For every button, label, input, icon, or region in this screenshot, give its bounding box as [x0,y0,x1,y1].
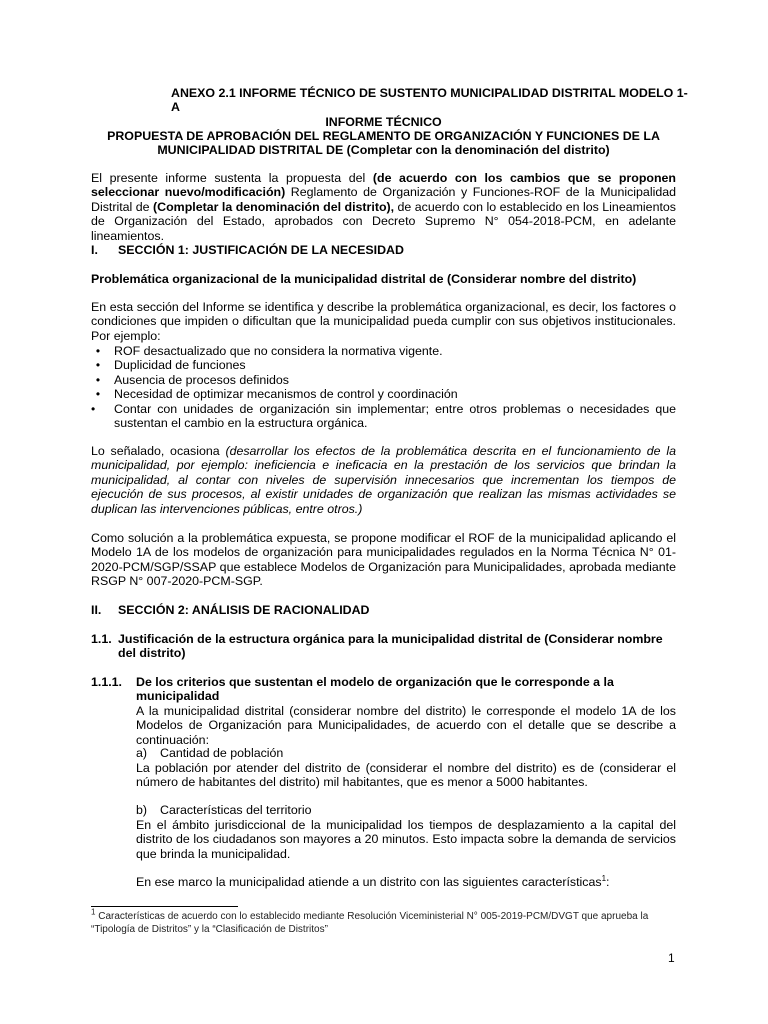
subsection-1-1-number: 1.1. [91,632,112,646]
bullet-icon: • [91,401,96,416]
item-b-title: Características del territorio [160,803,312,817]
footnote [91,907,676,936]
item-a-text: La población por atender del distrito de (considerar el nombre del distrito) es de (considerar el número de habitantes del distrito) mil habitantes, que es menor a 5000 habitantes. [136,761,676,790]
list-item [91,373,676,387]
section1-paragraph2-italic: (desarrollar los efectos de la problemática descrita en el funcionamiento de la municipalidad, por ejemplo: ineficiencia e ineficacia en la prestación de los servicios que brindan la municipalidad, al contar con niveles de supervisión innecesarios que incrementan los tiempos de ejecución de sus procesos, al existir unidades de organización que realizan las mismas actividades se duplican las intervenciones públicas, entre otros.) [91,444,676,516]
annex-title: ANEXO 2.1 INFORME TÉCNICO DE SUSTENTO MUNICIPALIDAD DISTRITAL MODELO 1-A [171,86,688,115]
bullet-text: ROF desactualizado que no considera la normativa vigente. [114,344,443,358]
list-item [91,344,676,358]
list-item [91,387,676,401]
bullet-text: Contar con unidades de organización sin implementar; entre otros problemas o necesidades que sustentan el cambio en la estructura orgánica. [114,401,676,431]
problem-bullet-list [91,344,676,430]
section1-subheading: Problemática organizacional de la municipalidad distrital de (Considerar nombre del distrito) [91,272,637,286]
report-subtitle-line2: MUNICIPALIDAD DISTRITAL DE (Completar con la denominación del distrito) [157,143,610,157]
section2-paragraph1: A la municipalidad distrital (considerar nombre del distrito) le corresponde el modelo 1A de los Modelos de Organización para Municipalidades, de acuerdo con el detalle que se describe a continuación: [136,704,676,747]
intro-paragraph [91,171,676,243]
closing-text: En ese marco la municipalidad atiende a un distrito con las siguientes características [136,875,602,889]
item-a-title: Cantidad de población [160,746,284,760]
intro-text-2: (de acuerdo con los cambios que se proponen seleccionar nuevo/modificación) [91,171,676,200]
item-b-text: En el ámbito jurisdiccional de la municipalidad los tiempos de desplazamiento a la capital del distrito de los ciudadanos son mayores a 20 minutos. Esto impacta sobre la demanda de servicios que brinda la municipalidad. [136,818,676,861]
section2-number: II. [91,603,102,617]
section1-paragraph2 [91,444,676,516]
footnote-separator [91,906,238,907]
section1-paragraph1: En esta sección del Informe se identifica y describe la problemática organizacional, es decir, los factores o condiciones que impiden o dificultan que la municipalidad pueda cumplir con sus objetivos institucionales. Por ejemplo: [91,300,676,343]
subsection-1-1-1-number: 1.1.1. [91,675,123,689]
bullet-icon: • [95,387,101,402]
subsection-1-1-title: Justificación de la estructura orgánica para la municipalidad distrital de (Considerar nombre del distrito) [118,632,663,661]
section1-paragraph2-plain: Lo señalado, ocasiona [91,444,226,458]
footnote-text: Características de acuerdo con lo establecido mediante Resolución Viceministerial N° 005-2019-PCM/DVGT que aprueba la “Tipología de Distritos” y la “Clasificación de Distritos” [91,911,649,935]
item-b-label: b) [136,803,148,817]
item-a-label: a) [136,746,148,760]
bullet-icon: • [95,344,101,358]
footnote-marker: 1 [91,907,96,917]
bullet-text: Duplicidad de funciones [114,358,246,373]
closing-end: : [606,875,610,889]
bullet-text: Necesidad de optimizar mecanismos de control y coordinación [114,387,458,402]
intro-text-3: Reglamento de Organización y Funciones-ROF de la Municipalidad Distrital de [91,185,677,214]
report-subtitle-line1: PROPUESTA DE APROBACIÓN DEL REGLAMENTO DE ORGANIZACIÓN Y FUNCIONES DE LA [107,129,660,143]
page-number: 1 [668,951,675,965]
section2-title: SECCIÓN 2: ANÁLISIS DE RACIONALIDAD [118,603,370,617]
section1-number: I. [91,243,98,257]
intro-text-4: (Completar la denominación del distrito), [153,199,395,214]
intro-text-5: de acuerdo con lo establecido en los Lineamientos de Organización del Estado, aprobados con Decreto Supremo N° 054-2018-PCM, en adelante lineamientos. [91,199,676,243]
section1-paragraph3: Como solución a la problemática expuesta, se propone modificar el ROF de la municipalidad aplicando el Modelo 1A de los modelos de organización para municipalidades regulados en la Norma Técnica N° 01-2020-PCM/SGP/SSAP que establece Modelos de Organización para Municipalidades, aprobada mediante RSGP N° 007-2020-PCM-SGP. [91,531,676,589]
subsection-1-1-1-title: De los criterios que sustentan el modelo de organización que le corresponde a la municipalidad [136,675,614,704]
bullet-icon: • [95,358,101,373]
list-item [91,402,676,431]
intro-text-1: El presente informe sustenta la propuesta del [91,171,373,185]
closing-paragraph [136,875,676,889]
footnote-reference[interactable]: 1 [601,873,607,883]
bullet-icon: • [95,372,101,387]
section1-title: SECCIÓN 1: JUSTIFICACIÓN DE LA NECESIDAD [118,243,404,257]
list-item [91,358,676,372]
report-title: INFORME TÉCNICO [325,115,442,129]
bullet-text: Ausencia de procesos definidos [114,372,289,387]
